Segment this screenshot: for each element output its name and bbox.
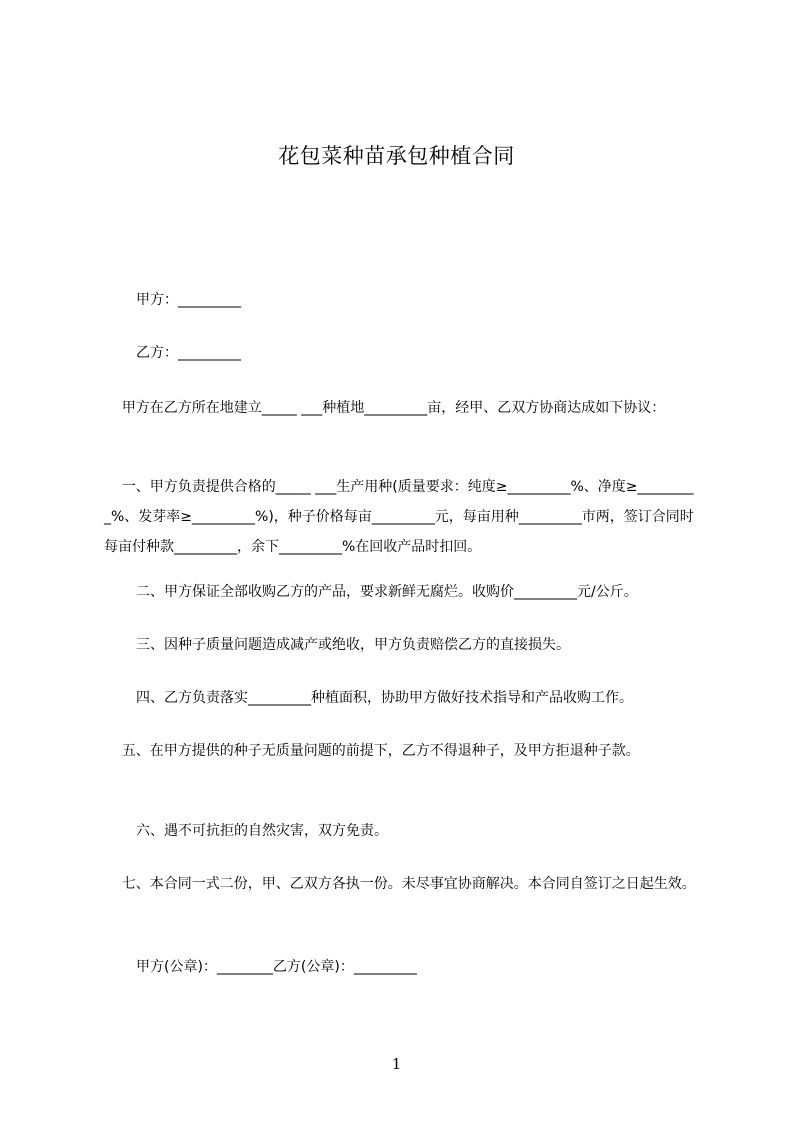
party-a-line: 甲方：_________ — [136, 292, 241, 308]
page-number: 1 — [391, 1055, 402, 1073]
document-title: 花包菜种苗承包种植合同 — [278, 144, 515, 168]
clause-3: 三、因种子质量问题造成减产或绝收，甲方负责赔偿乙方的直接损失。 — [136, 637, 570, 653]
clause-4: 四、乙方负责落实_________种植面积，协助甲方做好技术指导和产品收购工作。 — [136, 690, 633, 706]
clause-7: 七、本合同一式二份，甲、乙双方各执一份。未尽事宜协商解决。本合同自签订之日起生效。 — [104, 876, 696, 892]
signature-line: 甲方(公章)：________乙方(公章)：_________ — [136, 959, 417, 975]
clause-5: 五、在甲方提供的种子无质量问题的前提下，乙方不得退种子，及甲方拒退种子款。 — [104, 743, 640, 759]
clause-6: 六、遇不可抗拒的自然灾害，双方免责。 — [136, 823, 388, 839]
clause-1: 一、甲方负责提供合格的_____ ___生产用种(质量要求：纯度≥_________%、净度≥_________%、发芽率≥_________%)，种子价格每亩_________元，每亩用种_________市两，签订合同时每亩付种款_________，余下_________%在回收产品时扣回。 — [104, 479, 694, 555]
clause-2: 二、甲方保证全部收购乙方的产品，要求新鲜无腐烂。收购价_________元/公斤。 — [136, 584, 638, 600]
party-b-line: 乙方：_________ — [136, 345, 241, 361]
intro-paragraph: 甲方在乙方所在地建立_____ ___种植地_________亩，经甲、乙双方协商达成如下协议： — [104, 400, 666, 416]
